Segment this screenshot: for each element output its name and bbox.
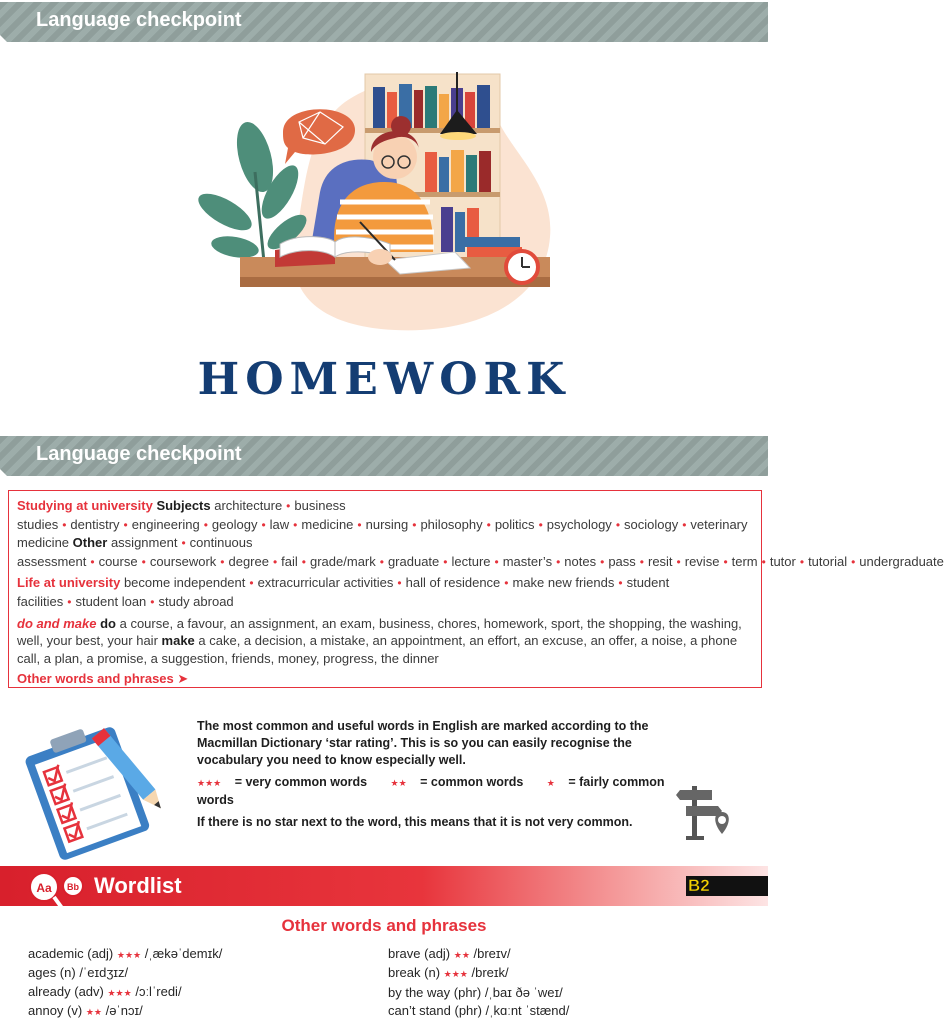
entry-stars: ★★★ xyxy=(107,987,132,998)
wordlist-entry xyxy=(388,984,758,1002)
two-star-label: = common words xyxy=(420,775,524,789)
other-item: term xyxy=(731,553,758,569)
icon-aa-text: Aa xyxy=(36,881,52,895)
other-item: revise xyxy=(684,553,720,569)
entry-stars: ★★ xyxy=(453,950,470,960)
separator-dot: • xyxy=(220,554,225,569)
make-label: make xyxy=(161,633,195,649)
subject-item: sociology xyxy=(624,516,679,532)
entry-word: can’t stand (phr) xyxy=(388,1002,486,1018)
entry-word: brave (adj) xyxy=(388,946,454,961)
two-star-icon: ★★ xyxy=(390,778,407,788)
subject-item: geology xyxy=(211,516,258,532)
wordlist-entry xyxy=(388,945,758,964)
subject-item: law xyxy=(269,516,290,532)
separator-dot: • xyxy=(181,536,186,551)
banner-label: Language checkpoint xyxy=(36,443,242,465)
level-badge-text: B2 xyxy=(688,876,710,895)
banner-label: Language checkpoint xyxy=(36,9,242,31)
do-text: a course, a favour, an assignment, an exam, business, chores, homework, sport, the shopping, the washing, well, your best, your hair xyxy=(17,615,742,649)
separator-dot: • xyxy=(676,554,681,569)
separator-dot: • xyxy=(761,554,766,569)
subject-item: architecture xyxy=(214,498,283,513)
entry-word: academic (adj) xyxy=(28,946,117,961)
entry-word: break (n) xyxy=(388,965,444,981)
vocabulary-box xyxy=(8,490,944,688)
other-label: Other xyxy=(72,535,108,551)
studying-section xyxy=(17,497,944,571)
subject-item: philosophy xyxy=(420,516,483,532)
separator-dot: • xyxy=(504,576,509,591)
wordlist-left-column xyxy=(28,945,358,1021)
life-item: student loan xyxy=(75,593,147,609)
other-item: assignment xyxy=(110,535,178,551)
life-item: become independent xyxy=(123,575,246,591)
star-legend xyxy=(197,774,687,809)
section-title: Other words and phrases xyxy=(281,916,487,935)
entry-pronunciation: /breɪv/ xyxy=(473,946,511,961)
separator-dot: • xyxy=(141,554,146,569)
separator-dot: • xyxy=(682,517,687,532)
do-label: do xyxy=(100,615,116,631)
three-star-icon: ★★★ xyxy=(197,778,222,788)
separator-dot: • xyxy=(600,554,605,569)
subject-item: nursing xyxy=(365,516,409,532)
wordlist-entry xyxy=(388,964,758,983)
no-star-note: If there is no star next to the word, this means that it is not very common. xyxy=(197,815,633,829)
make-text: a cake, a decision, a mistake, an appointment, an effort, an excuse, an offer, a noise, a phone call, a plan, a promise, a suggestion, friends, money, progress, the dinner xyxy=(17,633,738,666)
subject-item: engineering xyxy=(131,516,200,532)
separator-dot: • xyxy=(90,554,95,569)
entry-word: by the way (phr) xyxy=(388,984,485,1000)
separator-dot: • xyxy=(67,594,72,609)
wordlist-entry xyxy=(28,1002,358,1021)
separator-dot: • xyxy=(494,554,499,569)
alphabet-magnifier-icon xyxy=(28,868,88,912)
wordlist-entry xyxy=(28,945,358,964)
wordlist-title: Wordlist xyxy=(94,873,182,898)
other-item: continuous assessment xyxy=(17,535,253,569)
separator-dot: • xyxy=(272,554,278,569)
subject-item: politics xyxy=(494,516,535,532)
other-item: tutor xyxy=(769,553,796,569)
separator-dot: • xyxy=(379,554,384,569)
other-list xyxy=(17,535,944,569)
other-item: resit xyxy=(647,553,673,569)
life-item: extracurricular activities xyxy=(257,575,394,591)
separator-dot: • xyxy=(723,554,728,569)
student-studying-illustration xyxy=(195,72,565,337)
other-item: pass xyxy=(608,553,636,569)
life-item: student facilities xyxy=(17,575,670,609)
entry-pronunciation: /ˌækəˈdemɪk/ xyxy=(144,946,223,961)
separator-dot: • xyxy=(286,499,291,513)
subject-item: medicine xyxy=(301,516,354,532)
do-make-section xyxy=(17,615,753,668)
entry-word: annoy (v) xyxy=(28,1002,86,1018)
separator-dot: • xyxy=(639,554,644,569)
entry-stars: ★★ xyxy=(85,1006,102,1017)
subject-item: dentistry xyxy=(70,516,120,532)
separator-dot: • xyxy=(615,517,621,532)
wordlist-entry xyxy=(28,983,358,1002)
wordlist-entry xyxy=(28,964,358,982)
life-item: study abroad xyxy=(158,593,234,609)
separator-dot: • xyxy=(293,517,298,532)
entry-pronunciation: /breɪk/ xyxy=(471,965,509,981)
separator-dot: • xyxy=(123,517,128,532)
other-item: notes xyxy=(564,553,597,569)
do-make-heading: do and make xyxy=(17,615,97,631)
other-words-link[interactable]: Other words and phrases ➤ xyxy=(17,671,189,687)
life-section xyxy=(17,574,753,611)
entry-stars: ★★★ xyxy=(116,950,142,960)
separator-dot: • xyxy=(357,517,362,532)
entry-pronunciation: /əˈnɔɪ/ xyxy=(105,1002,143,1018)
subject-item: business studies xyxy=(17,498,346,532)
separator-dot: • xyxy=(556,554,561,569)
separator-dot: • xyxy=(799,554,805,569)
other-item: fail xyxy=(281,553,298,569)
other-item: tutorial xyxy=(808,553,848,569)
separator-dot: • xyxy=(150,594,155,609)
entry-pronunciation: /ˌbaɪ ðə ˈweɪ/ xyxy=(484,984,563,1000)
entry-word: ages (n) xyxy=(28,965,80,981)
separator-dot: • xyxy=(538,517,543,532)
life-item: make new friends xyxy=(512,575,615,591)
other-item: lecture xyxy=(451,553,491,569)
wordlist-right-column xyxy=(388,945,758,1020)
other-item: grade/mark xyxy=(310,553,376,569)
icon-bb-text: Bb xyxy=(67,882,79,892)
banner-notch xyxy=(0,469,8,477)
life-item: hall of residence xyxy=(405,575,501,591)
entry-stars: ★★★ xyxy=(443,969,468,980)
three-star-label: = very common words xyxy=(234,775,368,789)
wordlist-entry xyxy=(388,1002,758,1020)
life-heading: Life at university xyxy=(17,575,121,591)
separator-dot: • xyxy=(203,517,208,532)
wordlist-header xyxy=(0,866,768,906)
signpost-location-icon xyxy=(676,780,738,842)
checklist-clipboard-icon xyxy=(18,718,173,848)
other-item: course xyxy=(98,553,138,569)
entry-pronunciation: /ɔːlˈredi/ xyxy=(135,983,182,999)
separator-dot: • xyxy=(412,517,417,532)
star-intro: The most common and useful words in English are marked according to the Macmillan Dictionary ‘star rating’. This is so you can easily recognise the vocabulary you need to know especially well. xyxy=(197,719,649,767)
top-banner xyxy=(0,2,768,42)
separator-dot: • xyxy=(851,554,856,569)
other-item: undergraduate xyxy=(859,553,944,569)
separator-dot: • xyxy=(486,517,491,532)
separator-dot: • xyxy=(443,554,448,569)
subject-item: veterinary medicine xyxy=(17,516,748,551)
one-star-label: = fairly common words xyxy=(197,775,665,807)
separator-dot: • xyxy=(397,576,402,591)
separator-dot: • xyxy=(249,576,254,591)
other-item: master’s xyxy=(502,553,553,569)
entry-word: already (adv) xyxy=(28,983,108,999)
banner-notch xyxy=(0,35,8,43)
entry-pronunciation: /ˌkɑːnt ˈstænd/ xyxy=(485,1002,570,1018)
separator-dot: • xyxy=(301,554,306,569)
star-rating-info xyxy=(197,718,687,831)
subjects-label: Subjects xyxy=(156,498,211,513)
studying-heading: Studying at university xyxy=(17,498,153,513)
subject-item: psychology xyxy=(546,516,612,532)
language-checkpoint-banner xyxy=(0,436,768,476)
separator-dot: • xyxy=(62,517,67,532)
separator-dot: • xyxy=(618,576,623,591)
other-item: coursework xyxy=(149,553,217,569)
page-title: HOMEWORK xyxy=(197,354,571,405)
entry-pronunciation: /ˈeɪdʒɪz/ xyxy=(79,965,129,981)
separator-dot: • xyxy=(261,517,266,532)
other-item: graduate xyxy=(387,553,440,569)
level-badge xyxy=(686,876,768,896)
one-star-icon: ★ xyxy=(546,778,555,788)
other-item: degree xyxy=(228,553,269,569)
